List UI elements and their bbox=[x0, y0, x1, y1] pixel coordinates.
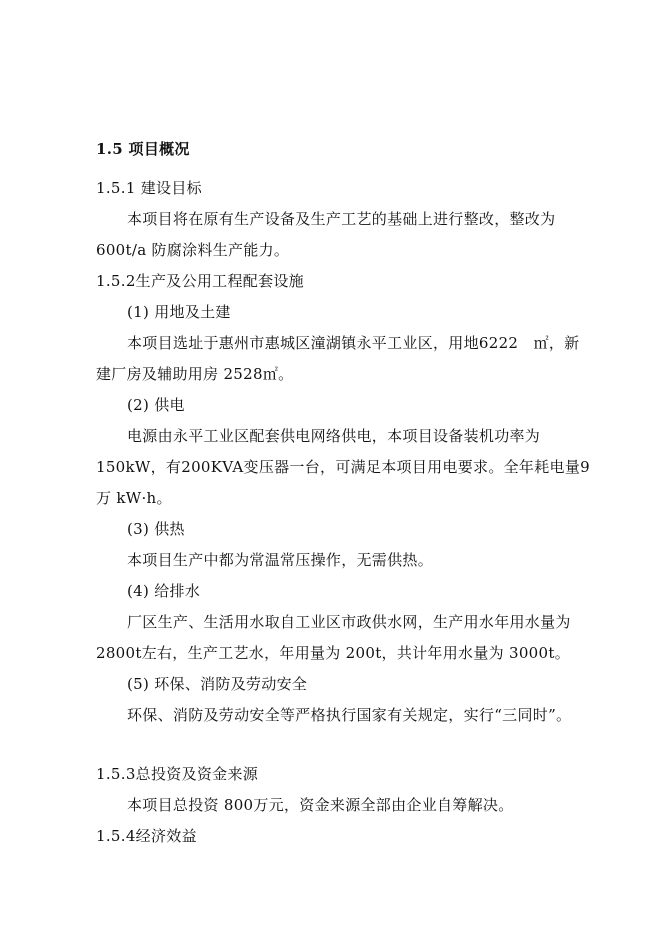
paragraph-line: 2800t左右，生产工艺水，年用量为 200t，共计年用水量为 3000t。 bbox=[96, 644, 570, 662]
paragraph-line: 厂区生产、生活用水取自工业区市政供水网，生产用水年用水量为 bbox=[127, 613, 571, 631]
item-title-heating: (3) 供热 bbox=[127, 520, 185, 538]
item-title-water: (4) 给排水 bbox=[127, 582, 201, 600]
item-title-power: (2) 供电 bbox=[127, 396, 185, 414]
paragraph-line: 万 kW·h。 bbox=[96, 489, 172, 507]
section-heading: 1.5 项目概况 bbox=[96, 140, 190, 158]
paragraph-line: 本项目生产中都为常温常压操作，无需供热。 bbox=[127, 551, 434, 569]
paragraph-line: 150kW，有200KVA变压器一台，可满足本项目用电要求。全年耗电量9 bbox=[96, 458, 590, 476]
paragraph-line: 电源由永平工业区配套供电网络供电，本项目设备装机功率为 bbox=[127, 427, 541, 445]
paragraph-line: 环保、消防及劳动安全等严格执行国家有关规定，实行“三同时”。 bbox=[127, 706, 572, 724]
subsection-heading-1-5-3: 1.5.3总投资及资金来源 bbox=[96, 765, 259, 783]
paragraph-line: 建厂房及辅助用房 2528㎡。 bbox=[96, 365, 294, 383]
paragraph-line: 本项目将在原有生产设备及生产工艺的基础上进行整改，整改为 bbox=[127, 210, 556, 228]
subsection-heading-1-5-4: 1.5.4经济效益 bbox=[96, 827, 197, 845]
subsection-heading-1-5-1: 1.5.1 建设目标 bbox=[96, 179, 202, 197]
paragraph-line: 本项目选址于惠州市惠城区潼湖镇永平工业区，用地6222 ㎡，新 bbox=[127, 334, 580, 352]
item-title-land: (1) 用地及土建 bbox=[127, 303, 231, 321]
subsection-heading-1-5-2: 1.5.2生产及公用工程配套设施 bbox=[96, 272, 304, 290]
paragraph-line: 本项目总投资 800万元，资金来源全部由企业自筹解决。 bbox=[127, 796, 514, 814]
paragraph-line: 600t/a 防腐涂料生产能力。 bbox=[96, 241, 290, 259]
item-title-safety: (5) 环保、消防及劳动安全 bbox=[127, 675, 308, 693]
